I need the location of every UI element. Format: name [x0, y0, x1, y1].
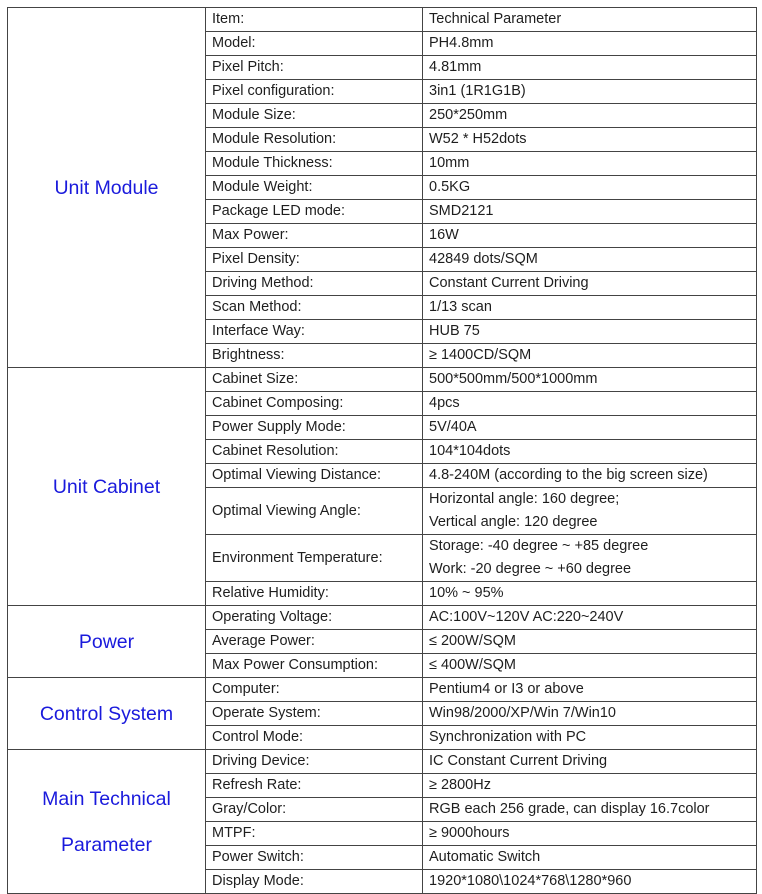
- row-value: Win98/2000/XP/Win 7/Win10: [423, 702, 757, 726]
- row-label: Pixel Pitch:: [206, 56, 423, 80]
- row-label: Package LED mode:: [206, 200, 423, 224]
- row-value: 0.5KG: [423, 176, 757, 200]
- row-label: Module Resolution:: [206, 128, 423, 152]
- row-label: Cabinet Size:: [206, 368, 423, 392]
- table-row: [8, 606, 757, 630]
- row-value: 16W: [423, 224, 757, 248]
- row-value: HUB 75: [423, 320, 757, 344]
- row-value: 10mm: [423, 152, 757, 176]
- row-value: ≥ 1400CD/SQM: [423, 344, 757, 368]
- table-row: [8, 8, 757, 32]
- row-label: Scan Method:: [206, 296, 423, 320]
- row-label: Pixel Density:: [206, 248, 423, 272]
- row-label: Pixel configuration:: [206, 80, 423, 104]
- row-value: ≤ 200W/SQM: [423, 630, 757, 654]
- row-value: 5V/40A: [423, 416, 757, 440]
- row-value: ≥ 2800Hz: [423, 774, 757, 798]
- row-value: Synchronization with PC: [423, 726, 757, 750]
- row-label: Power Switch:: [206, 846, 423, 870]
- row-value: SMD2121: [423, 200, 757, 224]
- row-label: Computer:: [206, 678, 423, 702]
- table-row: [8, 368, 757, 392]
- row-label: Relative Humidity:: [206, 582, 423, 606]
- row-label: Operate System:: [206, 702, 423, 726]
- row-value: [423, 535, 757, 582]
- row-label: Operating Voltage:: [206, 606, 423, 630]
- row-label: Max Power Consumption:: [206, 654, 423, 678]
- spec-table: [7, 7, 757, 894]
- row-label: Gray/Color:: [206, 798, 423, 822]
- row-label: Module Thickness:: [206, 152, 423, 176]
- row-label: Model:: [206, 32, 423, 56]
- row-value: 104*104dots: [423, 440, 757, 464]
- row-value-line1: Storage: -40 degree ~ +85 degree: [429, 538, 649, 554]
- table-row: [8, 750, 757, 774]
- row-label: Refresh Rate:: [206, 774, 423, 798]
- row-value: ≥ 9000hours: [423, 822, 757, 846]
- row-label: Display Mode:: [206, 870, 423, 894]
- row-value: Pentium4 or I3 or above: [423, 678, 757, 702]
- row-label: Environment Temperature:: [206, 535, 423, 582]
- row-value: Automatic Switch: [423, 846, 757, 870]
- header-item: Item:: [206, 8, 423, 32]
- row-value: [423, 488, 757, 535]
- row-label: Optimal Viewing Angle:: [206, 488, 423, 535]
- row-value: AC:100V~120V AC:220~240V: [423, 606, 757, 630]
- row-label: Power Supply Mode:: [206, 416, 423, 440]
- row-value: 4.8-240M (according to the big screen size): [423, 464, 757, 488]
- row-value-line2: Work: -20 degree ~ +60 degree: [429, 561, 632, 577]
- row-value: 500*500mm/500*1000mm: [423, 368, 757, 392]
- row-value-line2: Vertical angle: 120 degree: [429, 514, 598, 530]
- row-label: Module Weight:: [206, 176, 423, 200]
- row-value: Constant Current Driving: [423, 272, 757, 296]
- row-label: Max Power:: [206, 224, 423, 248]
- row-value: 10% ~ 95%: [423, 582, 757, 606]
- group-title-line2: Parameter: [60, 833, 153, 856]
- group-control-system: Control System: [8, 678, 206, 750]
- group-title-line1: Main Technical: [42, 787, 171, 810]
- row-value: 42849 dots/SQM: [423, 248, 757, 272]
- row-value: 3in1 (1R1G1B): [423, 80, 757, 104]
- row-value-line1: Horizontal angle: 160 degree;: [429, 491, 620, 507]
- row-label: Brightness:: [206, 344, 423, 368]
- row-label: Cabinet Resolution:: [206, 440, 423, 464]
- row-label: Control Mode:: [206, 726, 423, 750]
- row-value: 4.81mm: [423, 56, 757, 80]
- row-label: Optimal Viewing Distance:: [206, 464, 423, 488]
- table-row: [8, 678, 757, 702]
- row-label: Average Power:: [206, 630, 423, 654]
- group-power: Power: [8, 606, 206, 678]
- row-value: IC Constant Current Driving: [423, 750, 757, 774]
- row-label: Driving Device:: [206, 750, 423, 774]
- row-value: PH4.8mm: [423, 32, 757, 56]
- row-value: W52 * H52dots: [423, 128, 757, 152]
- group-unit-cabinet: Unit Cabinet: [8, 368, 206, 606]
- row-label: MTPF:: [206, 822, 423, 846]
- row-value: ≤ 400W/SQM: [423, 654, 757, 678]
- row-label: Module Size:: [206, 104, 423, 128]
- row-value: 250*250mm: [423, 104, 757, 128]
- row-value: 1920*1080\1024*768\1280*960: [423, 870, 757, 894]
- row-value: RGB each 256 grade, can display 16.7color: [423, 798, 757, 822]
- row-label: Driving Method:: [206, 272, 423, 296]
- row-label: Interface Way:: [206, 320, 423, 344]
- row-label: Cabinet Composing:: [206, 392, 423, 416]
- header-param: Technical Parameter: [423, 8, 757, 32]
- row-value: 1/13 scan: [423, 296, 757, 320]
- group-unit-module: Unit Module: [8, 8, 206, 368]
- group-main-technical-parameter: [8, 750, 206, 894]
- row-value: 4pcs: [423, 392, 757, 416]
